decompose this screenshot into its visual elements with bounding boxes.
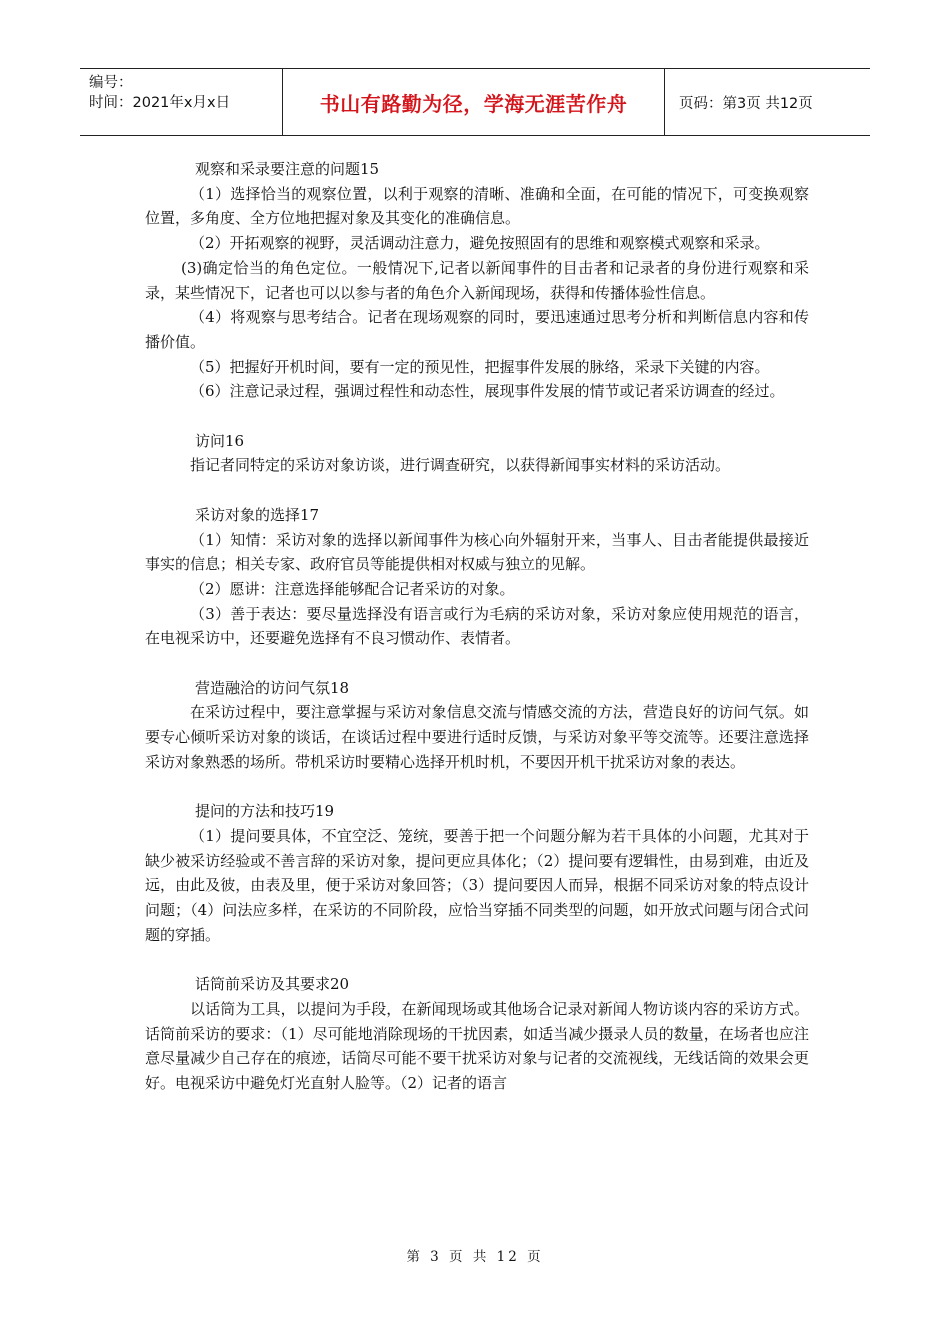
page-header (80, 68, 870, 136)
paragraph: （6）注意记录过程，强调过程性和动态性，展现事件发展的情节或记者采访调查的经过。 (190, 382, 785, 401)
header-meta (80, 69, 283, 135)
section-title: 话筒前采访及其要求20 (195, 975, 350, 994)
section-observation-issues (145, 157, 809, 404)
paragraph: (3)确定恰当的角色定位。一般情况下,记者以新闻事件的目击者和记录者的身份进行观察和采录，某些情况下，记者也可以以参与者的角色介入新闻现场，获得和传播体验性信息。 (145, 258, 809, 302)
header-motto: 书山有路勤为径，学海无涯苦作舟 (283, 69, 665, 135)
paragraph: （5）把握好开机时间，要有一定的预见性，把握事件发展的脉络，采录下关键的内容。 (190, 357, 770, 376)
section-questioning (145, 799, 809, 947)
section-title: 访问16 (195, 431, 245, 450)
section-title: 观察和采录要注意的问题15 (195, 160, 380, 178)
header-number-label: 编号： (89, 75, 133, 91)
section-title: 提问的方法和技巧19 (195, 802, 335, 821)
section-title: 营造融洽的访问气氛18 (195, 678, 350, 697)
header-page-info: 页码：第3页 共12页 (679, 95, 813, 112)
section-atmosphere (145, 676, 809, 775)
section-interview (145, 429, 809, 478)
paragraph: （3）善于表达：要尽量选择没有语言或行为毛病的采访对象，采访对象应使用规范的语言，在电视采访中，还要避免选择有不良习惯动作、表情者。 (145, 604, 809, 648)
section-subject-selection (145, 503, 809, 651)
document-body (145, 157, 809, 1120)
paragraph: 指记者同特定的采访对象访谈，进行调查研究，以获得新闻事实材料的采访活动。 (190, 456, 731, 475)
paragraph: （2）愿讲：注意选择能够配合记者采访的对象。 (190, 579, 515, 598)
paragraph: （4）将观察与思考结合。记者在现场观察的同时，要迅速通过思考分析和判断信息内容和传播价值。 (145, 308, 809, 351)
section-title: 采访对象的选择17 (195, 505, 320, 524)
paragraph: （1）提问要具体，不宜空泛、笼统，要善于把一个问题分解为若干具体的小问题，尤其对于缺少被采访经验或不善言辞的采访对象，提问更应具体化；（2）提问要有逻辑性，由易到难，由近及远，由此及彼，由表及里，便于采访对象回答；（3）提问要因人而异，根据不同采访对象的特点设计问题；（4）问法应多样，在采访的不同阶段，应恰当穿插不同类型的问题，如开放式问题与闭合式问题的穿插。 (145, 826, 809, 944)
section-microphone-interview (145, 972, 809, 1096)
paragraph: 在采访过程中，要注意掌握与采访对象信息交流与情感交流的方法，营造良好的访问气氛。如要专心倾听采访对象的谈话，在谈话过程中要进行适时反馈，与采访对象平等交流等。还要注意选择采访对象熟悉的场所。带机采访时要精心选择开机时机，不要因开机干扰采访对象的表达。 (145, 703, 809, 771)
header-time-label: 时间：2021年x月x日 (89, 95, 231, 111)
paragraph: 以话筒为工具，以提问为手段，在新闻现场或其他场合记录对新闻人物访谈内容的采访方式。话筒前采访的要求：（1）尽可能地消除现场的干扰因素，如适当减少摄录人员的数量，在场者也应注意尽量减少自己存在的痕迹，话筒尽可能不要干扰采访对象与记者的交流视线，无线话筒的效果会更好。电视采访中避免灯光直射人脸等。（2）记者的语言 (145, 999, 809, 1092)
paragraph: （1）选择恰当的观察位置，以利于观察的清晰、准确和全面，在可能的情况下，可变换观察位置，多角度、全方位地把握对象及其变化的准确信息。 (145, 184, 809, 228)
paragraph: （1）知情：采访对象的选择以新闻事件为核心向外辐射开来，当事人、目击者能提供最接近事实的信息；相关专家、政府官员等能提供相对权威与独立的见解。 (145, 530, 809, 574)
paragraph: （2）开拓观察的视野，灵活调动注意力，避免按照固有的思维和观察模式观察和采录。 (190, 234, 770, 253)
page-footer: 第 3 页 共 12 页 (406, 1249, 544, 1265)
